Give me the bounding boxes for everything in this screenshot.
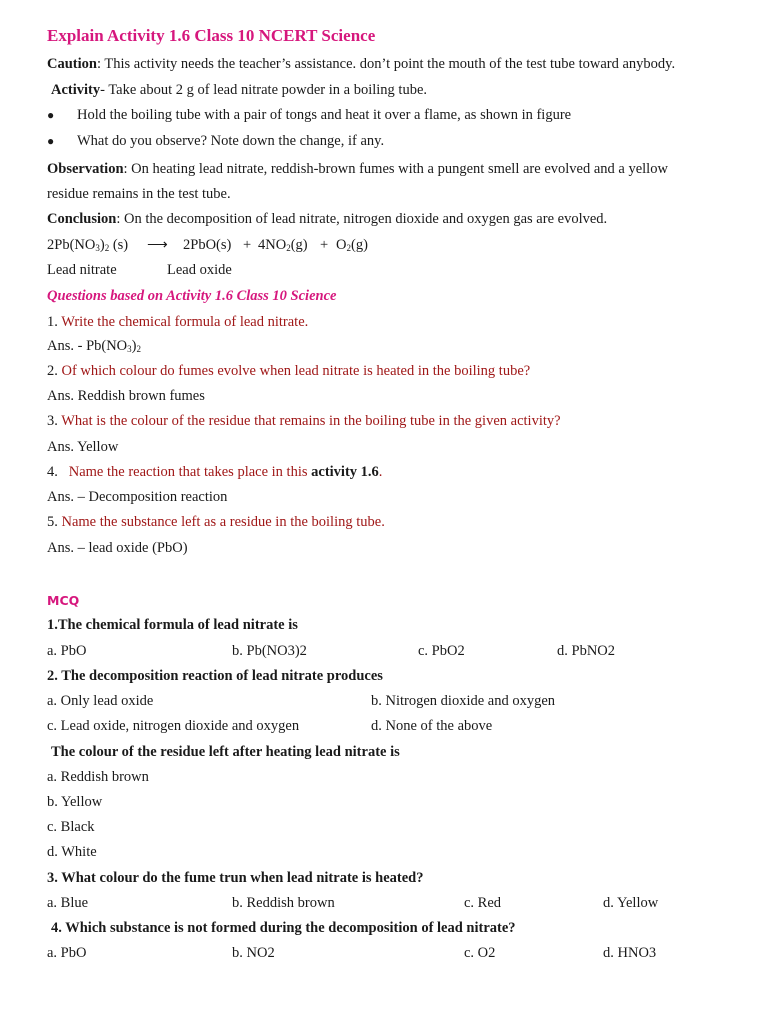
question-item: 5. Name the substance left as a residue in the boiling tube. xyxy=(47,514,385,530)
observation-paragraph xyxy=(47,160,668,178)
bullet-icon: ● xyxy=(47,134,55,148)
mcq-option: a. Only lead oxide xyxy=(47,693,154,709)
bullet-icon: ● xyxy=(47,108,55,122)
observation-label: Observation xyxy=(47,161,124,177)
equation-plus: + xyxy=(243,237,252,253)
equation-product-no2: $4NO_2(g)$ xyxy=(258,237,308,253)
mcq-option: c. O2 xyxy=(464,945,496,961)
answer-item: Ans. - $Pb(NO_3)_2$ xyxy=(47,338,141,354)
mcq-option: d. Yellow xyxy=(603,895,659,911)
mcq-option: d. PbNO2 xyxy=(557,643,616,659)
answer-item: Ans. Reddish brown fumes xyxy=(47,388,205,404)
observation-continued: residue remains in the test tube. xyxy=(47,186,231,202)
caution-label: Caution xyxy=(47,56,97,72)
mcq-option: b. Nitrogen dioxide and oxygen xyxy=(371,693,556,709)
observation-text: : On heating lead nitrate, reddish-brown fumes with a pungent smell are evolved and a yellow xyxy=(123,161,668,177)
answer-item: Ans. Yellow xyxy=(47,439,119,455)
mcq-option: a. PbO xyxy=(47,945,87,961)
mcq-option: a. Reddish brown xyxy=(47,769,149,785)
questions-heading: Questions based on Activity 1.6 Class 10 Science xyxy=(47,288,337,304)
page-title: Explain Activity 1.6 Class 10 NCERT Science xyxy=(47,26,376,45)
equation-plus: + xyxy=(320,237,329,253)
mcq-question: The colour of the residue left after heating lead nitrate is xyxy=(51,744,400,760)
mcq-option: b. Pb(NO3)2 xyxy=(232,643,307,659)
conclusion-text: : On the decomposition of lead nitrate, nitrogen dioxide and oxygen gas are evolved. xyxy=(116,211,608,227)
mcq-option: c. Black xyxy=(47,819,95,835)
bullet-item: What do you observe? Note down the change, if any. xyxy=(77,133,385,149)
question-item: 3. What is the colour of the residue that remains in the boiling tube in the given activity? xyxy=(47,413,561,429)
mcq-option: b. NO2 xyxy=(232,945,275,961)
activity-text: - Take about 2 g of lead nitrate powder in a boiling tube. xyxy=(100,82,428,98)
label-lead-nitrate: Lead nitrate xyxy=(47,262,117,278)
mcq-question: 2. The decomposition reaction of lead nitrate produces xyxy=(47,668,383,684)
mcq-option: b. Yellow xyxy=(47,794,103,810)
conclusion-label: Conclusion xyxy=(47,211,117,227)
mcq-option: d. None of the above xyxy=(371,718,493,734)
caution-text: : This activity needs the teacher’s assistance. don’t point the mouth of the test tube toward anybody. xyxy=(96,56,676,72)
mcq-option: a. Blue xyxy=(47,895,89,911)
mcq-option: b. Reddish brown xyxy=(232,895,335,911)
label-lead-oxide: Lead oxide xyxy=(167,262,232,278)
mcq-option: c. Red xyxy=(464,895,502,911)
question-item: 2. Of which colour do fumes evolve when lead nitrate is heated in the boiling tube? xyxy=(47,363,531,379)
caution-paragraph xyxy=(47,55,675,73)
conclusion-paragraph xyxy=(47,210,607,228)
reaction-arrow-icon: ⟶ xyxy=(147,237,168,253)
equation-product-pbo: 2PbO(s) xyxy=(183,237,232,253)
mcq-question: 4. Which substance is not formed during the decomposition of lead nitrate? xyxy=(51,920,516,936)
question-item: 4. Name the reaction that takes place in this activity 1.6. xyxy=(47,464,383,480)
mcq-option: c. PbO2 xyxy=(418,643,465,659)
question-item: 1. Write the chemical formula of lead nitrate. xyxy=(47,314,309,330)
mcq-heading: MCQ xyxy=(47,593,80,608)
equation-reactant: $2Pb(NO_3)_2$ (s) xyxy=(47,237,129,253)
mcq-option: d. HNO3 xyxy=(603,945,657,961)
mcq-option: d. White xyxy=(47,844,97,860)
equation-product-o2: $O_2(g)$ xyxy=(336,237,368,253)
activity-label: Activity xyxy=(51,82,101,98)
answer-item: Ans. – Decomposition reaction xyxy=(47,489,228,505)
mcq-option: c. Lead oxide, nitrogen dioxide and oxygen xyxy=(47,718,300,734)
mcq-question: 3. What colour do the fume trun when lead nitrate is heated? xyxy=(47,870,424,886)
mcq-question: 1.The chemical formula of lead nitrate is xyxy=(47,617,298,633)
activity-paragraph xyxy=(51,81,427,99)
bullet-item: Hold the boiling tube with a pair of tongs and heat it over a flame, as shown in figure xyxy=(77,107,572,123)
answer-item: Ans. – lead oxide (PbO) xyxy=(47,540,188,556)
mcq-option: a. PbO xyxy=(47,643,87,659)
